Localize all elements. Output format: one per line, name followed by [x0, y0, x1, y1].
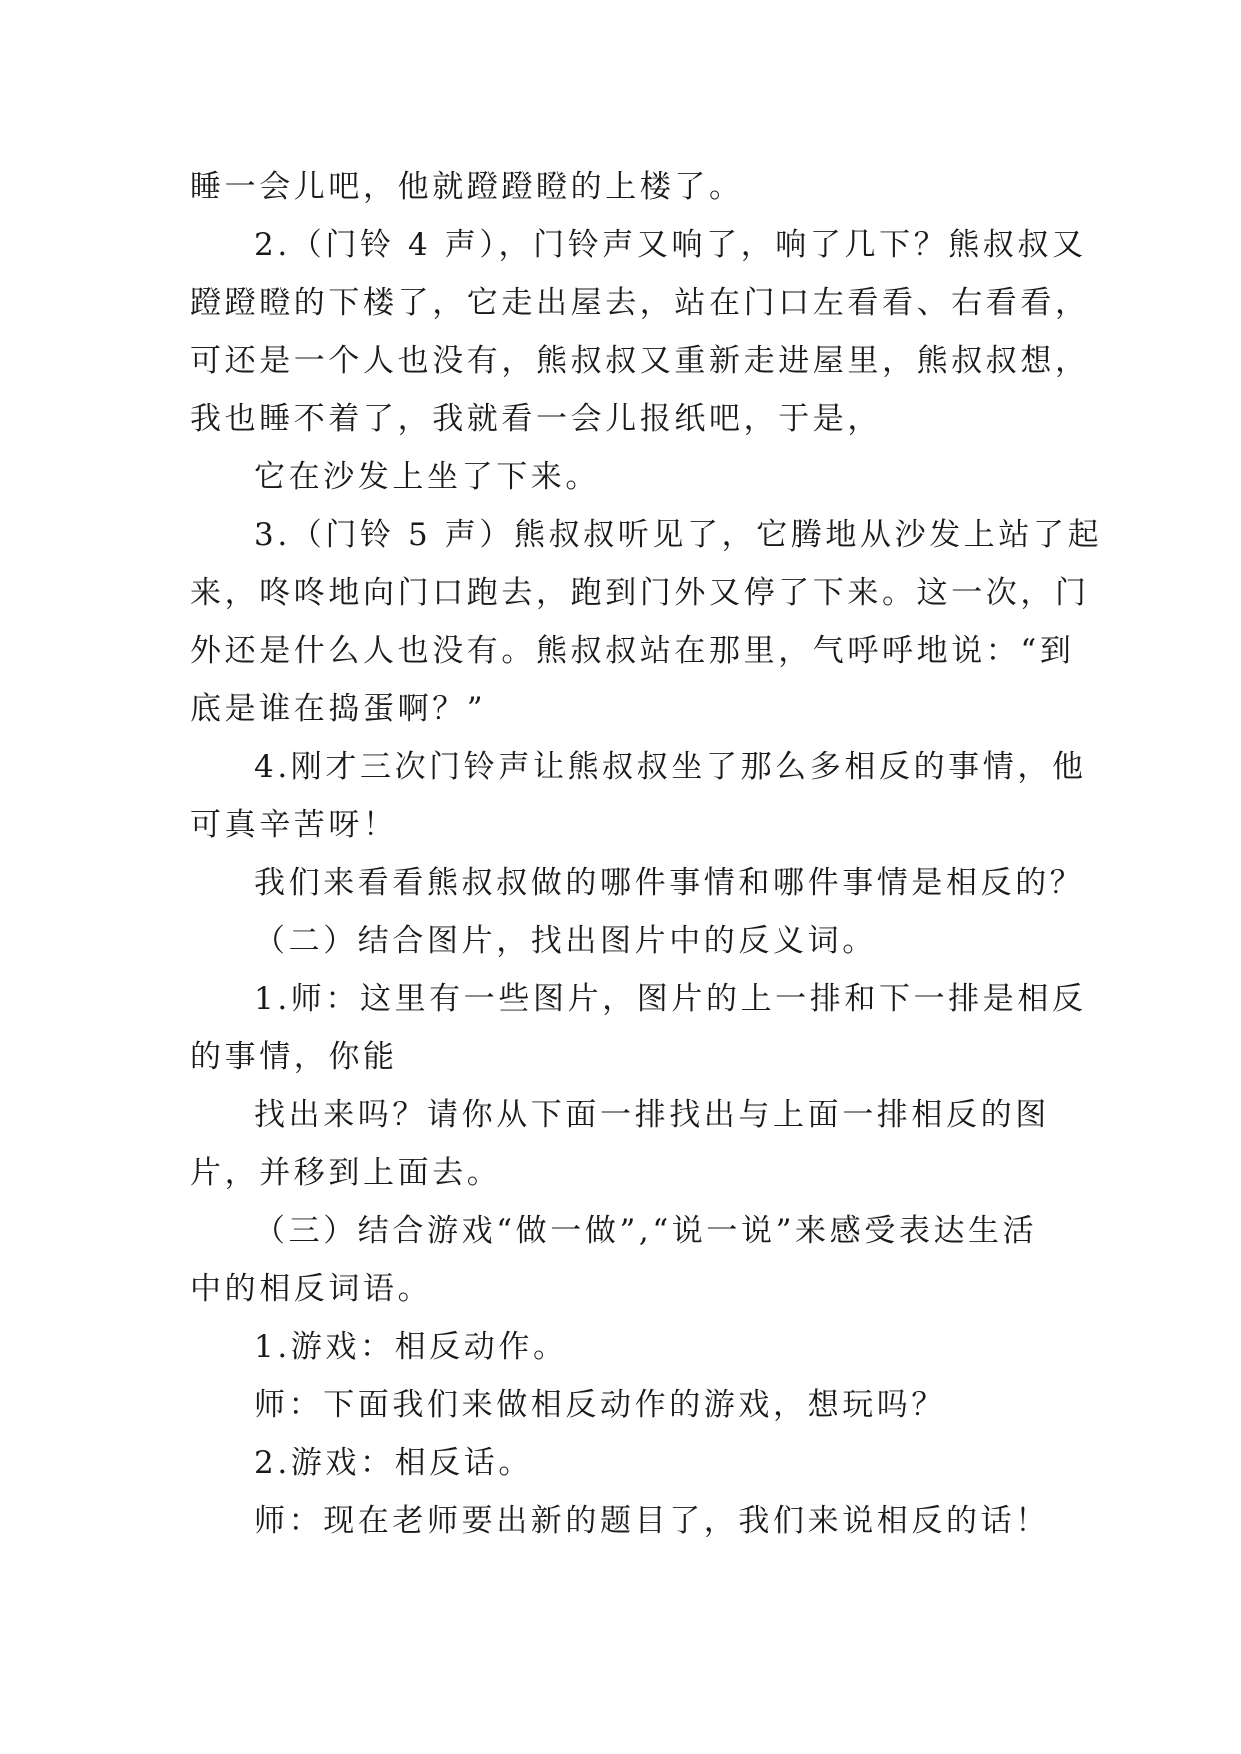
text-line: 1.游戏：相反动作。	[254, 1329, 568, 1365]
text-line: 1.师：这里有一些图片，图片的上一排和下一排是相反	[254, 981, 1087, 1017]
text-line: 蹬蹬瞪的下楼了，它走出屋去，站在门口左看看、右看看，	[190, 285, 1090, 321]
text-line: 它在沙发上坐了下来。	[254, 459, 600, 495]
text-line: 3.（门铃 5 声）熊叔叔听见了，它腾地从沙发上站了起	[254, 517, 1103, 553]
text-line: 找出来吗？请你从下面一排找出与上面一排相反的图	[254, 1097, 1050, 1133]
text-line: （三）结合游戏“做一做”,“说一说”来感受表达生活	[254, 1213, 1038, 1249]
text-line: 2.（门铃 4 声），门铃声又响了，响了几下？熊叔叔又	[254, 227, 1087, 263]
text-line: 我们来看看熊叔叔做的哪件事情和哪件事情是相反的？	[254, 865, 1085, 901]
text-line: 睡一会儿吧，他就蹬蹬瞪的上楼了。	[190, 169, 744, 205]
body-text	[190, 158, 1103, 1550]
text-line: 外还是什么人也没有。熊叔叔站在那里，气呼呼地说：“到	[190, 633, 1075, 669]
text-line: 可真辛苦呀！	[190, 807, 398, 843]
text-line: 我也睡不着了，我就看一会儿报纸吧，于是，	[190, 401, 882, 437]
text-line: 可还是一个人也没有，熊叔叔又重新走进屋里，熊叔叔想，	[190, 343, 1090, 379]
text-line: 底是谁在捣蛋啊？”	[190, 691, 487, 727]
text-line: 中的相反词语。	[190, 1271, 433, 1307]
text-line: 4.刚才三次门铃声让熊叔叔坐了那么多相反的事情，他	[254, 749, 1087, 785]
text-line: 2.游戏：相反话。	[254, 1445, 533, 1481]
text-line: 的事情，你能	[190, 1039, 398, 1075]
text-line: 来，咚咚地向门口跑去，跑到门外又停了下来。这一次，门	[190, 575, 1090, 611]
text-line: 片，并移到上面去。	[190, 1155, 502, 1191]
text-line: 师：现在老师要出新的题目了，我们来说相反的话！	[254, 1503, 1050, 1539]
text-line: （二）结合图片，找出图片中的反义词。	[254, 923, 877, 959]
text-line: 师：下面我们来做相反动作的游戏，想玩吗？	[254, 1387, 946, 1423]
